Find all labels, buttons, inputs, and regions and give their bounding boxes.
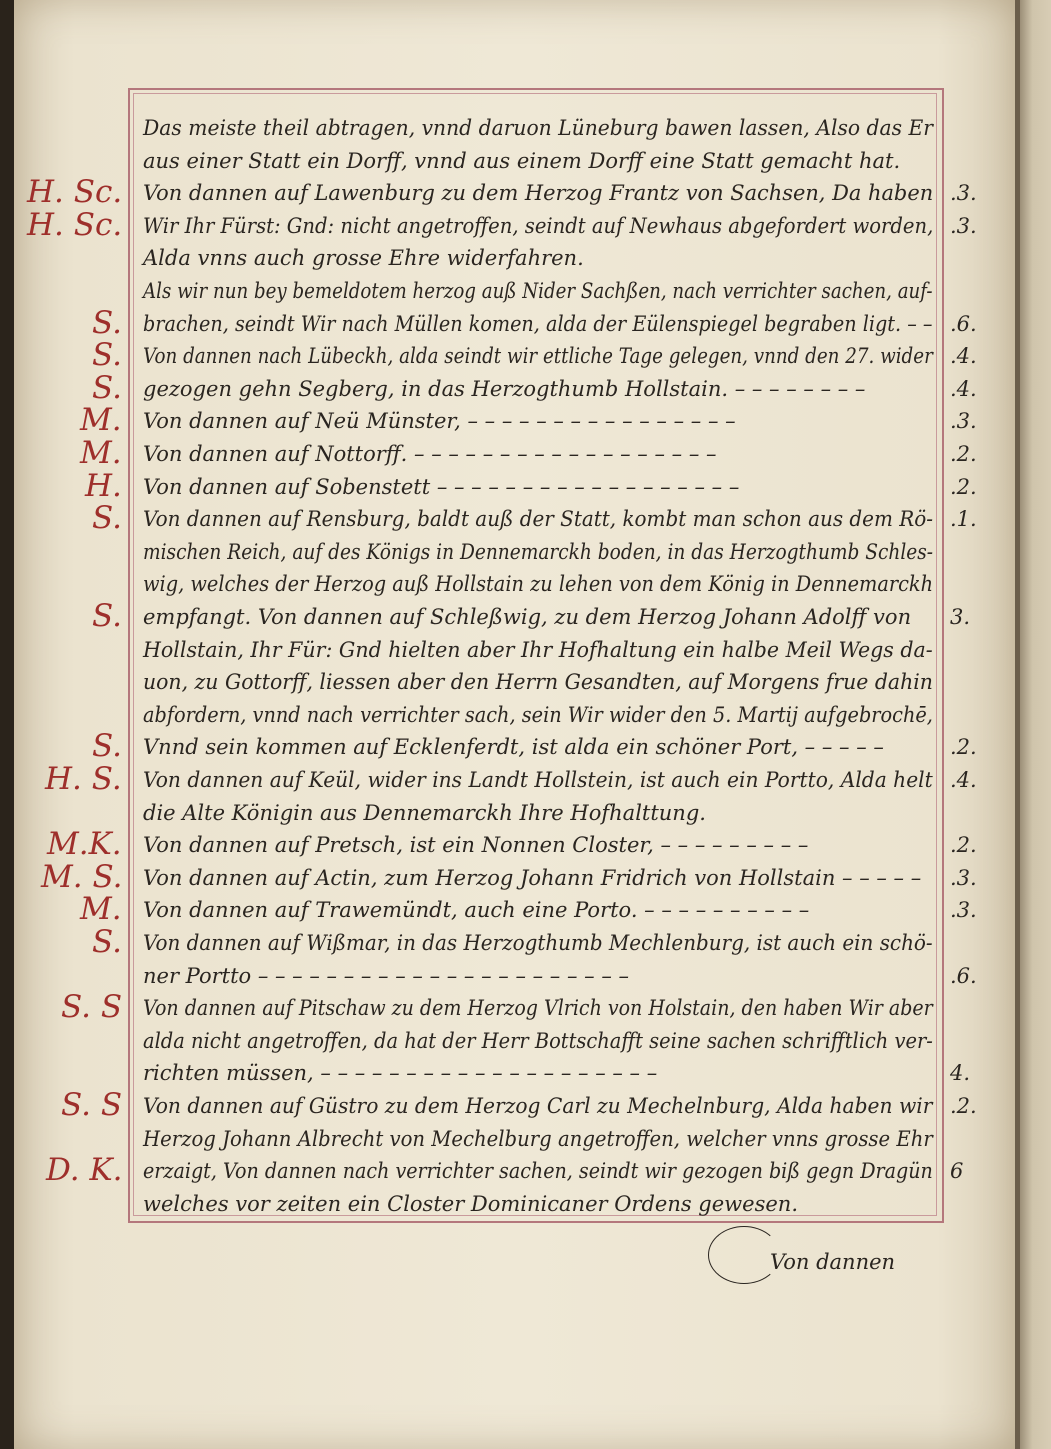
margin-mark: M. [80, 435, 122, 471]
manuscript-line: Von dannen nach Lübeckh, alda seindt wir ettliche Tage gelegen, vnnd den 27. wider [143, 344, 933, 369]
margin-mark: M. [80, 891, 122, 928]
manuscript-line: Von dannen auf Neü Münster, – – – – – – – – – – – – – – – – [143, 409, 736, 434]
stage-number: .2. [950, 833, 977, 858]
manuscript-line: ner Portto – – – – – – – – – – – – – – – – – – – – – – [143, 963, 630, 988]
stage-number: .4. [950, 768, 977, 792]
stage-number: .3. [950, 898, 977, 923]
margin-mark: S. S [61, 989, 123, 1026]
manuscript-line: Vnnd sein kommen auf Ecklenferdt, ist alda ein schöner Port, – – – – – [143, 735, 884, 760]
margin-mark: S. [92, 728, 122, 765]
manuscript-line: Herzog Johann Albrecht von Mechelburg angetroffen, welcher vnns grosse Ehr [143, 1126, 933, 1151]
manuscript-line: erzaigt, Von dannen nach verrichter sachen, seindt wir gezogen biß gegn Dragün [143, 1159, 933, 1184]
margin-mark: S. [92, 304, 122, 341]
stage-number: .3. [950, 865, 977, 890]
manuscript-line: Als wir nun bey bemeldotem herzog auß Nider Sachßen, nach verrichter sachen, auf- [143, 279, 933, 303]
manuscript-line: brachen, seindt Wir nach Müllen komen, alda der Eülenspiegel begraben ligt. – – [143, 311, 933, 336]
stage-number: .6. [950, 963, 977, 988]
stage-number: .2. [950, 1094, 977, 1118]
manuscript-line: die Alte Königin aus Dennemarckh Ihre Hofhalttung. [143, 800, 706, 825]
margin-mark: H. S. [45, 761, 122, 797]
manuscript-line: richten müssen, – – – – – – – – – – – – – – – – – – – – [143, 1061, 658, 1086]
margin-mark: H. Sc. [27, 206, 123, 243]
manuscript-line: wig, welches der Herzog auß Hollstain zu lehen von dem König in Dennemarckh [143, 572, 934, 597]
manuscript-line: Von dannen auf Sobenstett – – – – – – – – – – – – – – – – – – [143, 474, 740, 499]
manuscript-line: empfangt. Von dannen auf Schleßwig, zu dem Herzog Johann Adolff von [143, 605, 912, 629]
manuscript-line: gezogen gehn Segberg, in das Herzogthumb Hollstain. – – – – – – – – [143, 376, 866, 401]
manuscript-line: Von dannen auf Trawemündt, auch eine Porto. – – – – – – – – – – [143, 898, 810, 923]
manuscript-line: Das meiste theil abtragen, vnnd daruon Lüneburg bawen lassen, Also das Er [143, 116, 933, 140]
stage-number: .2. [950, 442, 977, 466]
manuscript-line: mischen Reich, auf des Königs in Dennemarckh boden, in das Herzogthumb Schles- [143, 539, 934, 564]
stage-number: .1. [950, 507, 977, 532]
manuscript-line: Von dannen auf Wißmar, in das Herzogthumb Mechlenburg, ist auch ein schö- [143, 931, 933, 955]
stage-number: 4. [950, 1061, 971, 1086]
manuscript-line: Von dannen auf Rensburg, baldt auß der Statt, kombt man schon aus dem Rö- [143, 507, 934, 532]
margin-mark: M. [80, 402, 122, 439]
manuscript-line: aus einer Statt ein Dorff, vnnd aus einem Dorff eine Statt gemacht hat. [143, 148, 901, 173]
stage-number: .2. [950, 474, 977, 499]
facing-page-edge [1020, 0, 1051, 1449]
stage-number: 6 [950, 1159, 964, 1184]
stage-number: .4. [950, 376, 977, 401]
manuscript-line: Von dannen auf Pretsch, ist ein Nonnen Closter, – – – – – – – – – [143, 833, 809, 858]
manuscript-line: Alda vnns auch grosse Ehre widerfahren. [143, 246, 584, 271]
margin-mark: S. [92, 598, 122, 634]
margin-mark: M. S. [41, 858, 123, 895]
margin-mark: M.K. [47, 826, 122, 863]
margin-mark: S. [92, 369, 122, 406]
stage-number: 3. [950, 605, 971, 629]
stage-number: .4. [950, 344, 977, 369]
manuscript-line: Von dannen auf Actin, zum Herzog Johann Fridrich von Hollstain – – – – – [143, 865, 922, 890]
manuscript-line: Hollstain, Ihr Für: Gnd hielten aber Ihr Hofhaltung ein halbe Meil Wegs da- [143, 637, 933, 662]
manuscript-line: Wir Ihr Fürst: Gnd: nicht angetroffen, seindt auf Newhaus abgefordert worden, [143, 213, 934, 238]
manuscript-line: Von dannen auf Pitschaw zu dem Herzog Vlrich von Holstain, den haben Wir aber [143, 996, 933, 1021]
manuscript-line: welches vor zeiten ein Closter Dominicaner Ordens gewesen. [143, 1191, 798, 1216]
manuscript-line: Von dannen auf Güstro zu dem Herzog Carl zu Mechelnburg, Alda haben wir [143, 1094, 933, 1118]
stage-number: .3. [950, 213, 977, 238]
manuscript-line: Von dannen auf Lawenburg zu dem Herzog Frantz von Sachsen, Da haben [143, 181, 934, 206]
margin-mark: H. [85, 467, 122, 504]
manuscript-line: Von dannen auf Keül, wider ins Landt Hollstein, ist auch ein Portto, Alda helt [143, 768, 933, 792]
stage-number: .2. [950, 735, 977, 760]
manuscript-line: uon, zu Gottorff, liessen aber den Herrn Gesandten, auf Morgens frue dahin [143, 670, 933, 695]
margin-mark: S. S [61, 1087, 123, 1123]
stage-number: .3. [950, 181, 977, 206]
margin-mark: S. [92, 924, 122, 960]
manuscript-line: Von dannen auf Nottorff. – – – – – – – – – – – – – – – – – – [143, 442, 717, 466]
stage-number: .6. [950, 311, 977, 336]
margin-mark: H. Sc. [27, 174, 123, 211]
manuscript-line: alda nicht angetroffen, da hat der Herr Bottschafft seine sachen schrifftlich ver- [143, 1028, 933, 1053]
margin-mark: S. [92, 337, 122, 374]
margin-mark: D. K. [46, 1152, 123, 1189]
catchword: Von dannen [770, 1250, 896, 1274]
manuscript-line: abfordern, vnnd nach verrichter sach, sein Wir wider den 5. Martij aufgebrochē, [143, 702, 933, 727]
stage-number: .3. [950, 409, 977, 434]
margin-mark: S. [92, 500, 122, 537]
